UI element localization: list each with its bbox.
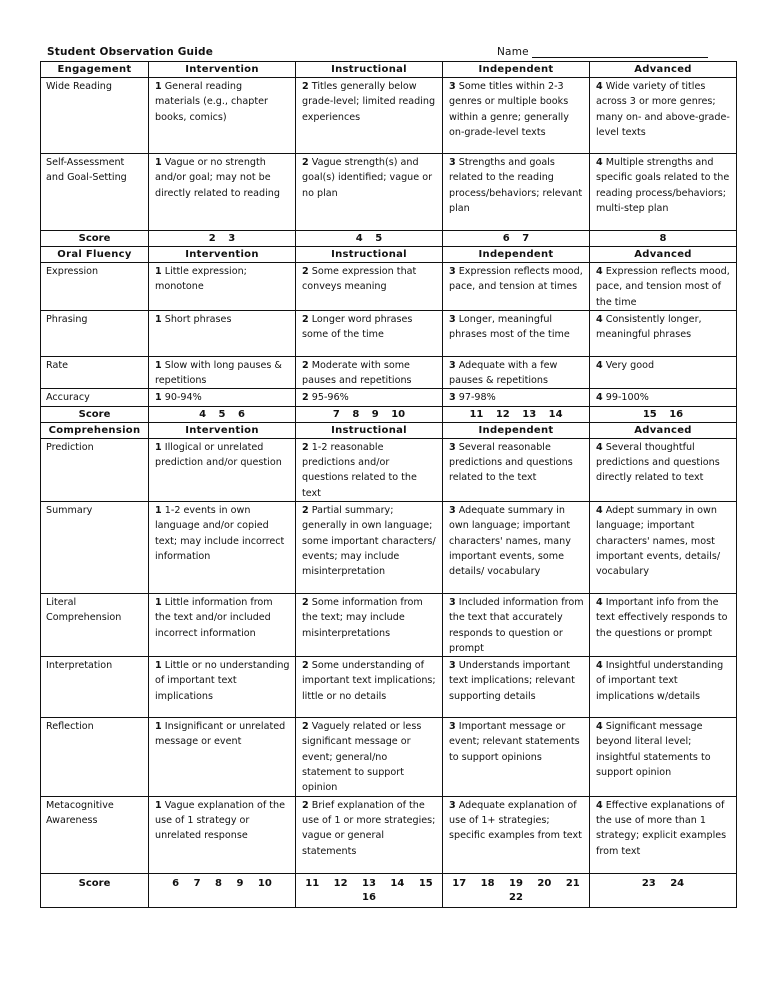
level-number: 1 xyxy=(155,157,162,168)
criterion-label: Expression xyxy=(41,263,149,311)
rubric-cell xyxy=(149,657,296,718)
level-number: 4 xyxy=(596,313,603,325)
rubric-cell xyxy=(296,796,443,873)
level-number: 2 xyxy=(302,359,309,371)
descriptor-text: Multiple strengths and specific goals related to the reading process/behaviors; multi-step plan xyxy=(596,157,730,214)
rubric-cell xyxy=(149,593,296,656)
comprehension-score-range[interactable]: 11 12 13 14 15 16 xyxy=(296,873,443,907)
rubric-row xyxy=(41,263,737,311)
criterion-label: Wide Reading xyxy=(41,78,149,154)
rubric-cell xyxy=(149,438,296,501)
descriptor-text: Insignificant or unrelated message or event xyxy=(155,721,286,748)
descriptor-text: Very good xyxy=(605,359,655,371)
level-number: 4 xyxy=(596,157,603,168)
level-number: 1 xyxy=(155,721,162,733)
descriptor-text: 99-100% xyxy=(605,392,649,404)
rubric-cell xyxy=(149,356,296,389)
rubric-cell xyxy=(443,438,590,501)
criterion-label: Reflection xyxy=(41,718,149,796)
level-number: 3 xyxy=(449,721,456,733)
rubric-cell xyxy=(590,389,737,406)
name-line[interactable] xyxy=(532,47,708,58)
descriptor-text: Adequate summary in own language; important characters' names, many important events, some details/ vocabulary xyxy=(449,504,571,578)
rubric-cell xyxy=(443,796,590,873)
criterion-label: Literal Comprehension xyxy=(41,593,149,656)
level-number: 1 xyxy=(155,504,162,516)
criterion-label: Summary xyxy=(41,501,149,593)
criterion-label: Metacognitive Awareness xyxy=(41,796,149,873)
rubric-cell xyxy=(296,310,443,356)
rubric-cell xyxy=(443,593,590,656)
descriptor-text: Little information from the text and/or included incorrect information xyxy=(155,596,273,639)
rubric-cell xyxy=(590,356,737,389)
descriptor-text: Insightful understanding of important text implications w/details xyxy=(596,660,724,702)
rubric-cell xyxy=(443,356,590,389)
rubric-cell xyxy=(296,78,443,154)
level-number: 4 xyxy=(596,504,603,516)
rubric-row xyxy=(41,796,737,873)
level-number: 3 xyxy=(449,313,456,325)
fluency-score-range[interactable]: 7 8 9 10 xyxy=(296,406,443,422)
descriptor-text: Partial summary; generally in own language; some important characters/ events; may include misinterpretation xyxy=(302,504,436,578)
rubric-cell xyxy=(590,796,737,873)
rubric-cell xyxy=(296,389,443,406)
level-number: 2 xyxy=(302,392,309,404)
rubric-cell xyxy=(149,389,296,406)
comprehension-heading: Comprehension xyxy=(41,422,149,438)
level-number: 1 xyxy=(155,359,162,371)
fluency-score-range[interactable]: 15 16 xyxy=(590,406,737,422)
level-number: 2 xyxy=(302,313,309,325)
descriptor-text: Longer word phrases some of the time xyxy=(302,313,413,341)
rubric-row xyxy=(41,501,737,593)
level-number: 4 xyxy=(596,721,603,733)
rubric-cell xyxy=(296,263,443,311)
criterion-label: Prediction xyxy=(41,438,149,501)
rubric-cell xyxy=(590,154,737,231)
comprehension-level-intervention: Intervention xyxy=(149,422,296,438)
rubric-cell xyxy=(590,657,737,718)
name-field[interactable] xyxy=(497,46,708,58)
level-number: 2 xyxy=(302,799,309,811)
comprehension-level-independent: Independent xyxy=(443,422,590,438)
level-number: 1 xyxy=(155,441,162,453)
descriptor-text: Vague explanation of the use of 1 strategy or unrelated response xyxy=(155,799,286,842)
engagement-level-intervention: Intervention xyxy=(149,62,296,78)
descriptor-text: Effective explanations of the use of more than 1 strategy; explicit examples from text xyxy=(596,799,727,857)
fluency-level-intervention: Intervention xyxy=(149,247,296,263)
rubric-cell xyxy=(296,593,443,656)
fluency-level-independent: Independent xyxy=(443,247,590,263)
level-number: 2 xyxy=(302,157,309,168)
rubric-cell xyxy=(149,154,296,231)
fluency-heading: Oral Fluency xyxy=(41,247,149,263)
rubric-row xyxy=(41,657,737,718)
rubric-cell xyxy=(149,796,296,873)
descriptor-text: Illogical or unrelated prediction and/or question xyxy=(155,441,282,469)
descriptor-text: Short phrases xyxy=(164,313,232,325)
level-number: 4 xyxy=(596,359,603,371)
level-number: 2 xyxy=(302,660,309,672)
level-number: 4 xyxy=(596,441,603,453)
descriptor-text: Expression reflects mood, pace, and tension most of the time xyxy=(596,266,730,308)
descriptor-text: Some information from the text; may include misinterpretations xyxy=(302,596,423,639)
level-number: 3 xyxy=(449,157,456,168)
level-number: 2 xyxy=(302,441,309,453)
level-number: 3 xyxy=(449,266,456,277)
descriptor-text: Longer, meaningful phrases most of the time xyxy=(449,313,570,341)
comprehension-score-label: Score xyxy=(41,873,149,907)
rubric-cell xyxy=(149,263,296,311)
rubric-cell xyxy=(149,501,296,593)
descriptor-text: Understands important text implications; relevant supporting details xyxy=(449,660,575,702)
level-number: 2 xyxy=(302,721,309,733)
criterion-label: Accuracy xyxy=(41,389,149,406)
level-number: 3 xyxy=(449,392,456,404)
descriptor-text: Wide variety of titles across 3 or more genres; many on- and above-grade-level texts xyxy=(596,81,730,138)
level-number: 1 xyxy=(155,596,162,608)
level-number: 1 xyxy=(155,660,162,672)
rubric-cell xyxy=(149,718,296,796)
rubric-cell xyxy=(149,310,296,356)
descriptor-text: Included information from the text that accurately responds to question or prompt xyxy=(449,596,584,654)
rubric-row xyxy=(41,154,737,231)
rubric-cell xyxy=(443,389,590,406)
rubric-cell xyxy=(149,78,296,154)
rubric-cell xyxy=(590,501,737,593)
comprehension-score-range[interactable]: 23 24 xyxy=(590,873,737,907)
rubric-row xyxy=(41,718,737,796)
descriptor-text: Some expression that conveys meaning xyxy=(302,266,417,293)
observation-rubric xyxy=(40,61,737,908)
descriptor-text: Several thoughtful predictions and questions directly related to text xyxy=(596,441,720,484)
rubric-cell xyxy=(296,154,443,231)
descriptor-text: Important message or event; relevant statements to support opinions xyxy=(449,721,580,763)
rubric-cell xyxy=(590,78,737,154)
level-number: 4 xyxy=(596,660,603,672)
fluency-score-label: Score xyxy=(41,406,149,422)
level-number: 4 xyxy=(596,392,603,404)
rubric-cell xyxy=(443,154,590,231)
criterion-label: Interpretation xyxy=(41,657,149,718)
descriptor-text: Brief explanation of the use of 1 or more strategies; vague or general statements xyxy=(302,799,436,857)
rubric-cell xyxy=(590,718,737,796)
engagement-score-range[interactable]: 8 xyxy=(590,231,737,247)
page-title: Student Observation Guide xyxy=(47,46,214,58)
descriptor-text: 97-98% xyxy=(458,392,496,404)
descriptor-text: General reading materials (e.g., chapter books, comics) xyxy=(155,81,268,123)
fluency-level-advanced: Advanced xyxy=(590,247,737,263)
descriptor-text: Titles generally below grade-level; limited reading experiences xyxy=(302,81,436,123)
rubric-cell xyxy=(443,263,590,311)
engagement-score-range[interactable]: 2 3 xyxy=(149,231,296,247)
level-number: 1 xyxy=(155,392,162,404)
descriptor-text: Adequate explanation of use of 1+ strategies; specific examples from text xyxy=(449,799,582,842)
engagement-level-instructional: Instructional xyxy=(296,62,443,78)
level-number: 4 xyxy=(596,596,603,608)
level-number: 1 xyxy=(155,313,162,325)
descriptor-text: Vaguely related or less significant message or event; general/no statement to support opinion xyxy=(302,721,422,794)
descriptor-text: 90-94% xyxy=(164,392,202,404)
rubric-row xyxy=(41,389,737,406)
descriptor-text: Expression reflects mood, pace, and tension at times xyxy=(449,266,583,293)
engagement-score-range[interactable]: 6 7 xyxy=(443,231,590,247)
descriptor-text: Vague or no strength and/or goal; may not be directly related to reading xyxy=(155,157,280,199)
rubric-cell xyxy=(590,438,737,501)
rubric-row xyxy=(41,78,737,154)
comprehension-score-range[interactable]: 17 18 19 20 21 22 xyxy=(443,873,590,907)
descriptor-text: Vague strength(s) and goal(s) identified; vague or no plan xyxy=(302,157,433,199)
level-number: 4 xyxy=(596,81,603,92)
descriptor-text: 1-2 reasonable predictions and/or questions related to the text xyxy=(302,441,417,499)
criterion-label: Phrasing xyxy=(41,310,149,356)
descriptor-text: Consistently longer, meaningful phrases xyxy=(596,313,702,341)
engagement-level-advanced: Advanced xyxy=(590,62,737,78)
level-number: 3 xyxy=(449,441,456,453)
level-number: 1 xyxy=(155,266,162,277)
rubric-cell xyxy=(443,657,590,718)
engagement-level-independent: Independent xyxy=(443,62,590,78)
descriptor-text: Adept summary in own language; important characters' names, most important events, details/ vocabulary xyxy=(596,504,721,578)
level-number: 2 xyxy=(302,504,309,516)
engagement-score-range[interactable]: 4 5 xyxy=(296,231,443,247)
rubric-cell xyxy=(443,501,590,593)
comprehension-level-instructional: Instructional xyxy=(296,422,443,438)
rubric-cell xyxy=(590,263,737,311)
rubric-cell xyxy=(443,310,590,356)
fluency-level-instructional: Instructional xyxy=(296,247,443,263)
rubric-cell xyxy=(443,718,590,796)
rubric-cell xyxy=(296,657,443,718)
level-number: 1 xyxy=(155,81,162,92)
descriptor-text: Slow with long pauses & repetitions xyxy=(155,359,282,387)
rubric-cell xyxy=(443,78,590,154)
rubric-row xyxy=(41,593,737,656)
level-number: 3 xyxy=(449,596,456,608)
comprehension-score-range[interactable]: 6 7 8 9 10 xyxy=(149,873,296,907)
descriptor-text: Little or no understanding of important text implications xyxy=(155,660,290,702)
level-number: 2 xyxy=(302,266,309,277)
level-number: 4 xyxy=(596,799,603,811)
level-number: 3 xyxy=(449,660,456,672)
descriptor-text: Strengths and goals related to the reading process/behaviors; relevant plan xyxy=(449,157,583,214)
rubric-cell xyxy=(590,593,737,656)
descriptor-text: Significant message beyond literal level; insightful statements to support opinion xyxy=(596,721,711,779)
level-number: 3 xyxy=(449,799,456,811)
comprehension-level-advanced: Advanced xyxy=(590,422,737,438)
descriptor-text: 1-2 events in own language and/or copied text; may include incorrect information xyxy=(155,504,285,562)
rubric-row xyxy=(41,356,737,389)
engagement-heading: Engagement xyxy=(41,62,149,78)
rubric-cell xyxy=(296,438,443,501)
descriptor-text: Several reasonable predictions and questions related to the text xyxy=(449,441,573,484)
rubric-row xyxy=(41,438,737,501)
rubric-cell xyxy=(296,501,443,593)
descriptor-text: Moderate with some pauses and repetitions xyxy=(302,359,412,387)
descriptor-text: Important info from the text effectively responds to the questions or prompt xyxy=(596,596,728,639)
level-number: 1 xyxy=(155,799,162,811)
descriptor-text: Little expression; monotone xyxy=(155,266,247,293)
name-label: Name xyxy=(497,46,529,58)
descriptor-text: 95-96% xyxy=(311,392,349,404)
level-number: 2 xyxy=(302,81,309,92)
rubric-cell xyxy=(296,718,443,796)
level-number: 3 xyxy=(449,81,456,92)
level-number: 2 xyxy=(302,596,309,608)
rubric-row xyxy=(41,310,737,356)
fluency-score-range[interactable]: 4 5 6 xyxy=(149,406,296,422)
engagement-score-label: Score xyxy=(41,231,149,247)
rubric-cell xyxy=(296,356,443,389)
rubric-cell xyxy=(590,310,737,356)
level-number: 4 xyxy=(596,266,603,277)
criterion-label: Self-Assessment and Goal-Setting xyxy=(41,154,149,231)
descriptor-text: Adequate with a few pauses & repetitions xyxy=(449,359,558,387)
level-number: 3 xyxy=(449,504,456,516)
criterion-label: Rate xyxy=(41,356,149,389)
level-number: 3 xyxy=(449,359,456,371)
descriptor-text: Some titles within 2-3 genres or multiple books within a genre; generally on-grade-level texts xyxy=(449,81,569,138)
fluency-score-range[interactable]: 11 12 13 14 xyxy=(443,406,590,422)
descriptor-text: Some understanding of important text implications; little or no details xyxy=(302,660,436,702)
